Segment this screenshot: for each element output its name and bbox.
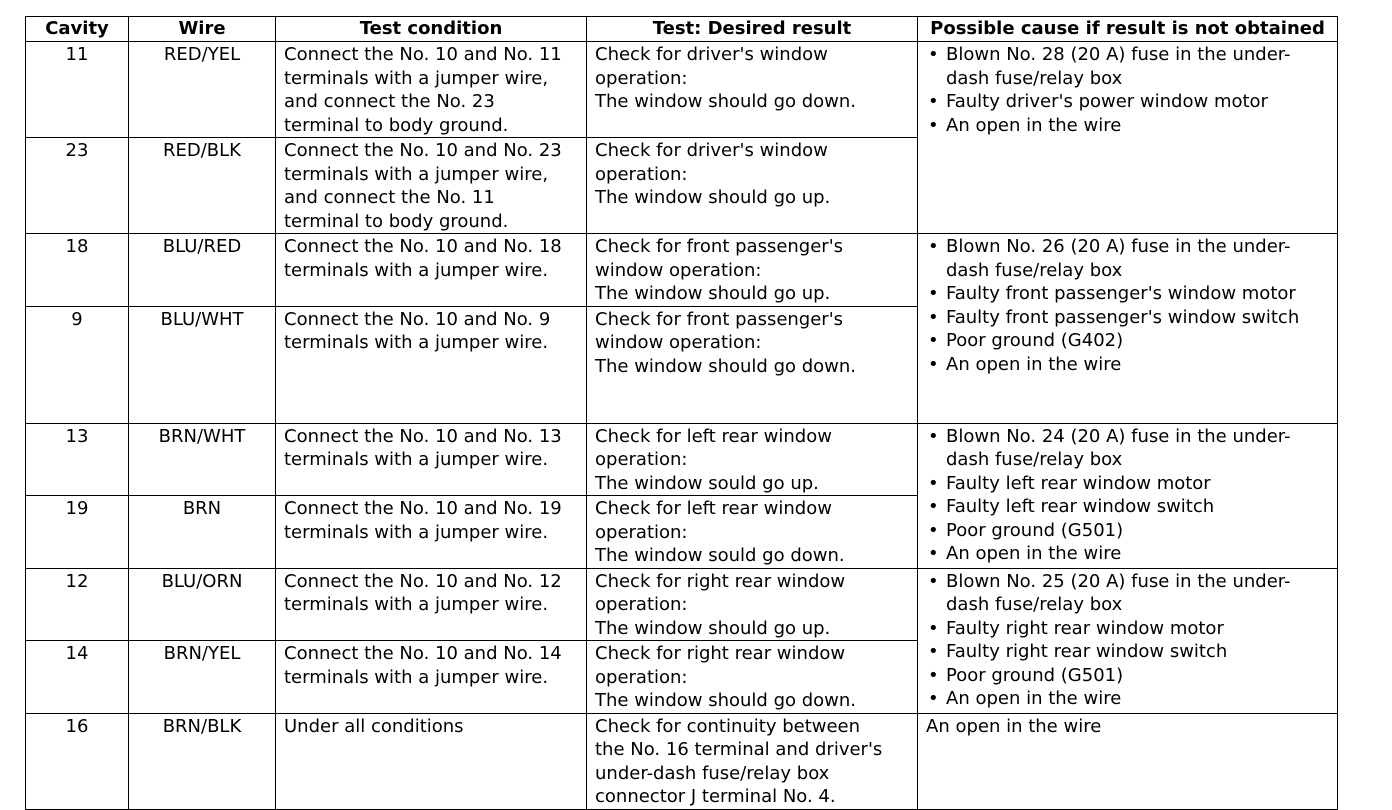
cavity-cell: 23: [26, 138, 129, 234]
list-item: • Blown No. 26 (20 A) fuse in the under-dash fuse/relay box: [926, 235, 1329, 282]
wire-cell: BLU/ORN: [129, 568, 276, 641]
cavity-cell: 13: [26, 423, 129, 496]
list-item: • An open in the wire: [926, 353, 1329, 377]
desired-result-cell: Check for driver's window operation: The window should go down.: [587, 42, 918, 138]
test-condition-cell: Under all conditions: [276, 713, 587, 809]
list-item: • An open in the wire: [926, 542, 1329, 566]
cavity-cell: 16: [26, 713, 129, 809]
cavity-cell: 19: [26, 496, 129, 569]
desired-result-cell: Check for right rear window operation: The window should go down.: [587, 641, 918, 714]
desired-result-cell: Check for left rear window operation: The window sould go up.: [587, 423, 918, 496]
test-condition-cell: Connect the No. 10 and No. 13 terminals with a jumper wire.: [276, 423, 587, 496]
test-condition-cell: Connect the No. 10 and No. 11 terminals with a jumper wire, and connect the No. 23 terminal to body ground.: [276, 42, 587, 138]
wire-cell: BLU/WHT: [129, 306, 276, 423]
cause-text: An open in the wire: [926, 715, 1102, 737]
table-row: [26, 423, 1338, 496]
desired-result-cell: Check for front passenger's window operation: The window should go up.: [587, 234, 918, 307]
list-item: • Faulty right rear window motor: [926, 617, 1329, 641]
header-cavity: Cavity: [26, 17, 129, 42]
cavity-cell: 11: [26, 42, 129, 138]
cause-list: [926, 570, 1329, 711]
possible-cause-cell: [918, 42, 1338, 234]
cavity-cell: 14: [26, 641, 129, 714]
possible-cause-cell: [918, 568, 1338, 713]
list-item: • Faulty driver's power window motor: [926, 90, 1329, 114]
test-condition-cell: Connect the No. 10 and No. 18 terminals with a jumper wire.: [276, 234, 587, 307]
wire-cell: RED/YEL: [129, 42, 276, 138]
list-item: • Blown No. 24 (20 A) fuse in the under-dash fuse/relay box: [926, 425, 1329, 472]
list-item: • Faulty right rear window switch: [926, 640, 1329, 664]
possible-cause-cell: [918, 423, 1338, 568]
header-row: [26, 17, 1338, 42]
list-item: • Faulty front passenger's window motor: [926, 282, 1329, 306]
header-wire: Wire: [129, 17, 276, 42]
desired-result-cell: Check for left rear window operation: The window sould go down.: [587, 496, 918, 569]
desired-result-cell: Check for driver's window operation: The window should go up.: [587, 138, 918, 234]
desired-result-cell: Check for front passenger's window operation: The window should go down.: [587, 306, 918, 423]
power-window-test-table: [25, 16, 1338, 810]
table-row: [26, 713, 1338, 809]
list-item: • Blown No. 25 (20 A) fuse in the under-dash fuse/relay box: [926, 570, 1329, 617]
test-condition-cell: Connect the No. 10 and No. 12 terminals with a jumper wire.: [276, 568, 587, 641]
cavity-cell: 18: [26, 234, 129, 307]
list-item: • Faulty left rear window switch: [926, 495, 1329, 519]
list-item: • An open in the wire: [926, 114, 1329, 138]
test-condition-cell: Connect the No. 10 and No. 23 terminals with a jumper wire, and connect the No. 11 terminal to body ground.: [276, 138, 587, 234]
wire-cell: BRN/WHT: [129, 423, 276, 496]
list-item: • Faulty left rear window motor: [926, 472, 1329, 496]
header-test-condition: Test condition: [276, 17, 587, 42]
cavity-cell: 9: [26, 306, 129, 423]
list-item: • Poor ground (G402): [926, 329, 1329, 353]
header-possible-cause: Possible cause if result is not obtained: [918, 17, 1338, 42]
header-desired-result: Test: Desired result: [587, 17, 918, 42]
test-condition-cell: Connect the No. 10 and No. 9 terminals with a jumper wire.: [276, 306, 587, 423]
table-row: [26, 234, 1338, 307]
list-item: • An open in the wire: [926, 687, 1329, 711]
list-item: • Blown No. 28 (20 A) fuse in the under-dash fuse/relay box: [926, 43, 1329, 90]
table-row: [26, 42, 1338, 138]
list-item: • Poor ground (G501): [926, 664, 1329, 688]
wire-cell: BRN: [129, 496, 276, 569]
possible-cause-cell: [918, 713, 1338, 809]
desired-result-cell: Check for continuity between the No. 16 terminal and driver's under-dash fuse/relay box connector J terminal No. 4.: [587, 713, 918, 809]
cause-list: [926, 425, 1329, 566]
wire-cell: BRN/BLK: [129, 713, 276, 809]
cause-list: [926, 43, 1329, 137]
wire-cell: BRN/YEL: [129, 641, 276, 714]
possible-cause-cell: [918, 234, 1338, 424]
test-condition-cell: Connect the No. 10 and No. 19 terminals with a jumper wire.: [276, 496, 587, 569]
table-row: [26, 568, 1338, 641]
cause-list: [926, 235, 1329, 376]
test-condition-cell: Connect the No. 10 and No. 14 terminals with a jumper wire.: [276, 641, 587, 714]
desired-result-cell: Check for right rear window operation: The window should go up.: [587, 568, 918, 641]
list-item: • Poor ground (G501): [926, 519, 1329, 543]
cavity-cell: 12: [26, 568, 129, 641]
wire-cell: RED/BLK: [129, 138, 276, 234]
list-item: • Faulty front passenger's window switch: [926, 306, 1329, 330]
wire-cell: BLU/RED: [129, 234, 276, 307]
